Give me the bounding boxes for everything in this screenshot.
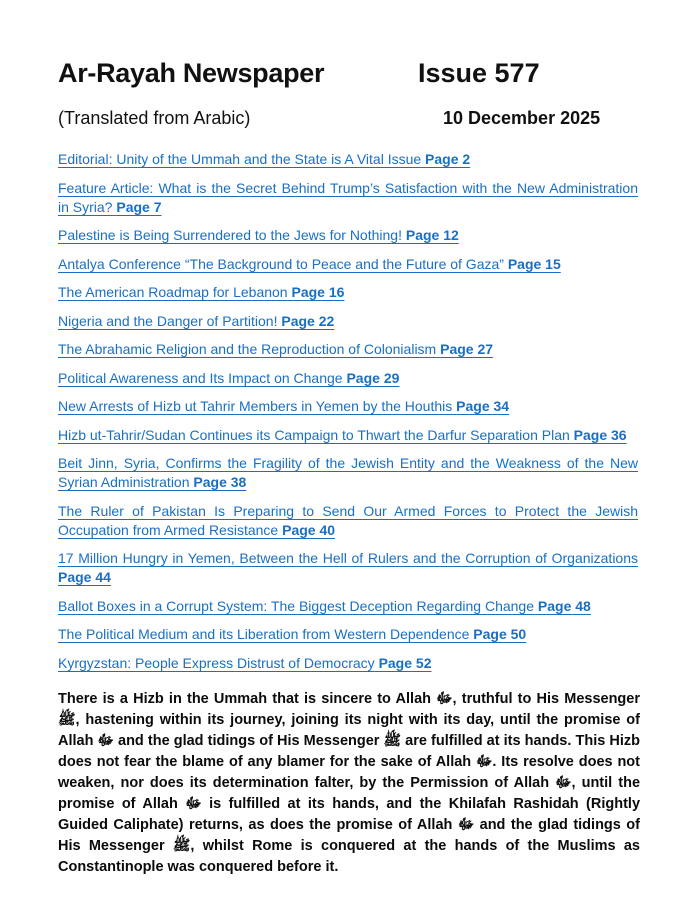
toc-item-title: Kyrgyzstan: People Express Distrust of Democracy bbox=[58, 654, 375, 671]
toc-link[interactable] bbox=[58, 180, 638, 215]
toc-link[interactable] bbox=[58, 655, 432, 671]
toc-link[interactable] bbox=[58, 313, 334, 329]
toc-item bbox=[58, 454, 638, 492]
toc-item bbox=[58, 150, 638, 169]
toc-link[interactable] bbox=[58, 256, 561, 272]
toc-item bbox=[58, 654, 638, 673]
toc-item bbox=[58, 597, 638, 616]
issue-number: Issue 577 bbox=[418, 58, 540, 88]
toc-item-page: Page 44 bbox=[58, 569, 111, 585]
toc-item bbox=[58, 179, 638, 217]
toc-link[interactable] bbox=[58, 598, 591, 614]
toc-item-page: Page 12 bbox=[405, 227, 459, 243]
toc-item bbox=[58, 502, 638, 540]
toc-item-page: Page 7 bbox=[116, 198, 162, 215]
toc-item-title: Beit Jinn, Syria, Confirms the Fragility of the Jewish Entity and the Weakness of the New Syrian Administration bbox=[58, 455, 638, 490]
toc-item-page: Page 52 bbox=[378, 654, 432, 671]
toc-item-title: New Arrests of Hizb ut Tahrir Members in Yemen by the Houthis bbox=[58, 398, 453, 414]
toc-link[interactable] bbox=[58, 370, 399, 386]
toc-item-title: The American Roadmap for Lebanon bbox=[58, 284, 288, 300]
issue-date: 10 December 2025 bbox=[443, 108, 601, 128]
toc-item-page: Page 16 bbox=[291, 284, 345, 300]
toc-item-page: Page 22 bbox=[281, 312, 335, 329]
toc-item-title: The Ruler of Pakistan Is Preparing to Send Our Armed Forces to Protect the Jewish Occupation from Armed Resistance bbox=[58, 502, 638, 538]
toc-item-page: Page 40 bbox=[282, 521, 336, 538]
toc-item-page: Page 2 bbox=[425, 151, 471, 167]
toc-item-title: Editorial: Unity of the Ummah and the State is A Vital Issue bbox=[58, 151, 422, 167]
toc-item bbox=[58, 369, 638, 388]
toc-item-page: Page 38 bbox=[193, 474, 247, 490]
toc-item bbox=[58, 226, 638, 245]
toc-link[interactable] bbox=[58, 503, 638, 538]
toc-link[interactable] bbox=[58, 341, 493, 357]
toc-item bbox=[58, 625, 638, 644]
toc-item-title: The Political Medium and its Liberation from Western Dependence bbox=[58, 626, 470, 642]
toc-item bbox=[58, 255, 638, 274]
toc-link[interactable] bbox=[58, 284, 344, 300]
title-row bbox=[58, 56, 638, 90]
toc-item-title: Nigeria and the Danger of Partition! bbox=[58, 312, 278, 329]
toc-item-title: 17 Million Hungry in Yemen, Between the Hell of Rulers and the Corruption of Organizations bbox=[58, 550, 638, 566]
toc-item-page: Page 27 bbox=[440, 341, 494, 357]
toc-item-page: Page 36 bbox=[573, 426, 627, 443]
toc-item bbox=[58, 397, 638, 416]
toc-link[interactable] bbox=[58, 455, 638, 490]
toc-item-title: Antalya Conference “The Background to Peace and the Future of Gaza” bbox=[58, 255, 504, 272]
toc-item bbox=[58, 340, 638, 359]
toc-item-page: Page 48 bbox=[537, 597, 591, 614]
toc-link[interactable] bbox=[58, 427, 627, 443]
table-of-contents bbox=[58, 150, 638, 673]
toc-item-title: Hizb ut-Tahrir/Sudan Continues its Campaign to Thwart the Darfur Separation Plan bbox=[58, 426, 570, 443]
toc-item-title: The Abrahamic Religion and the Reproduction of Colonialism bbox=[58, 341, 437, 357]
toc-item bbox=[58, 549, 638, 587]
toc-item-title: Political Awareness and Its Impact on Change bbox=[58, 369, 343, 386]
toc-item-title: Palestine is Being Surrendered to the Jews for Nothing! bbox=[58, 227, 402, 243]
intro-paragraph: There is a Hizb in the Ummah that is sincere to Allah ﷻ, truthful to His Messenger ﷺ, hastening within its journey, joining its night with its day, until the promise of Allah ﷻ and the glad tidings of His Messenger ﷺ are fulfilled at its hands. This Hizb does not fear the blame of any blamer for the sake of Allah ﷻ. Its resolve does not weaken, nor does its determination falter, by the Permission of Allah ﷻ, until the promise of Allah ﷻ is fulfilled at its hands, and the Khilafah Rashidah (Rightly Guided Caliphate) returns, as does the promise of Allah ﷻ and the glad tidings of His Messenger ﷺ, whilst Rome is conquered at the hands of the Muslims as Constantinople was conquered before it. bbox=[58, 690, 641, 875]
toc-item-title: Feature Article: What is the Secret Behind Trump’s Satisfaction with the New Administration in Syria? bbox=[58, 179, 638, 215]
toc-item-page: Page 29 bbox=[346, 369, 400, 386]
toc-link[interactable] bbox=[58, 227, 459, 243]
toc-item-page: Page 34 bbox=[456, 398, 510, 414]
toc-link[interactable] bbox=[58, 151, 470, 167]
document-header bbox=[58, 56, 638, 130]
subtitle-row bbox=[58, 106, 638, 130]
toc-item-page: Page 15 bbox=[507, 255, 561, 272]
translation-note: (Translated from Arabic) bbox=[58, 108, 251, 128]
toc-link[interactable] bbox=[58, 550, 638, 585]
toc-item bbox=[58, 283, 638, 302]
toc-item-title: Ballot Boxes in a Corrupt System: The Biggest Deception Regarding Change bbox=[58, 597, 535, 614]
toc-item-page: Page 50 bbox=[473, 626, 527, 642]
toc-link[interactable] bbox=[58, 626, 526, 642]
newspaper-title: Ar-Rayah Newspaper bbox=[58, 58, 325, 88]
toc-link[interactable] bbox=[58, 398, 509, 414]
toc-item bbox=[58, 312, 638, 331]
toc-item bbox=[58, 426, 638, 445]
